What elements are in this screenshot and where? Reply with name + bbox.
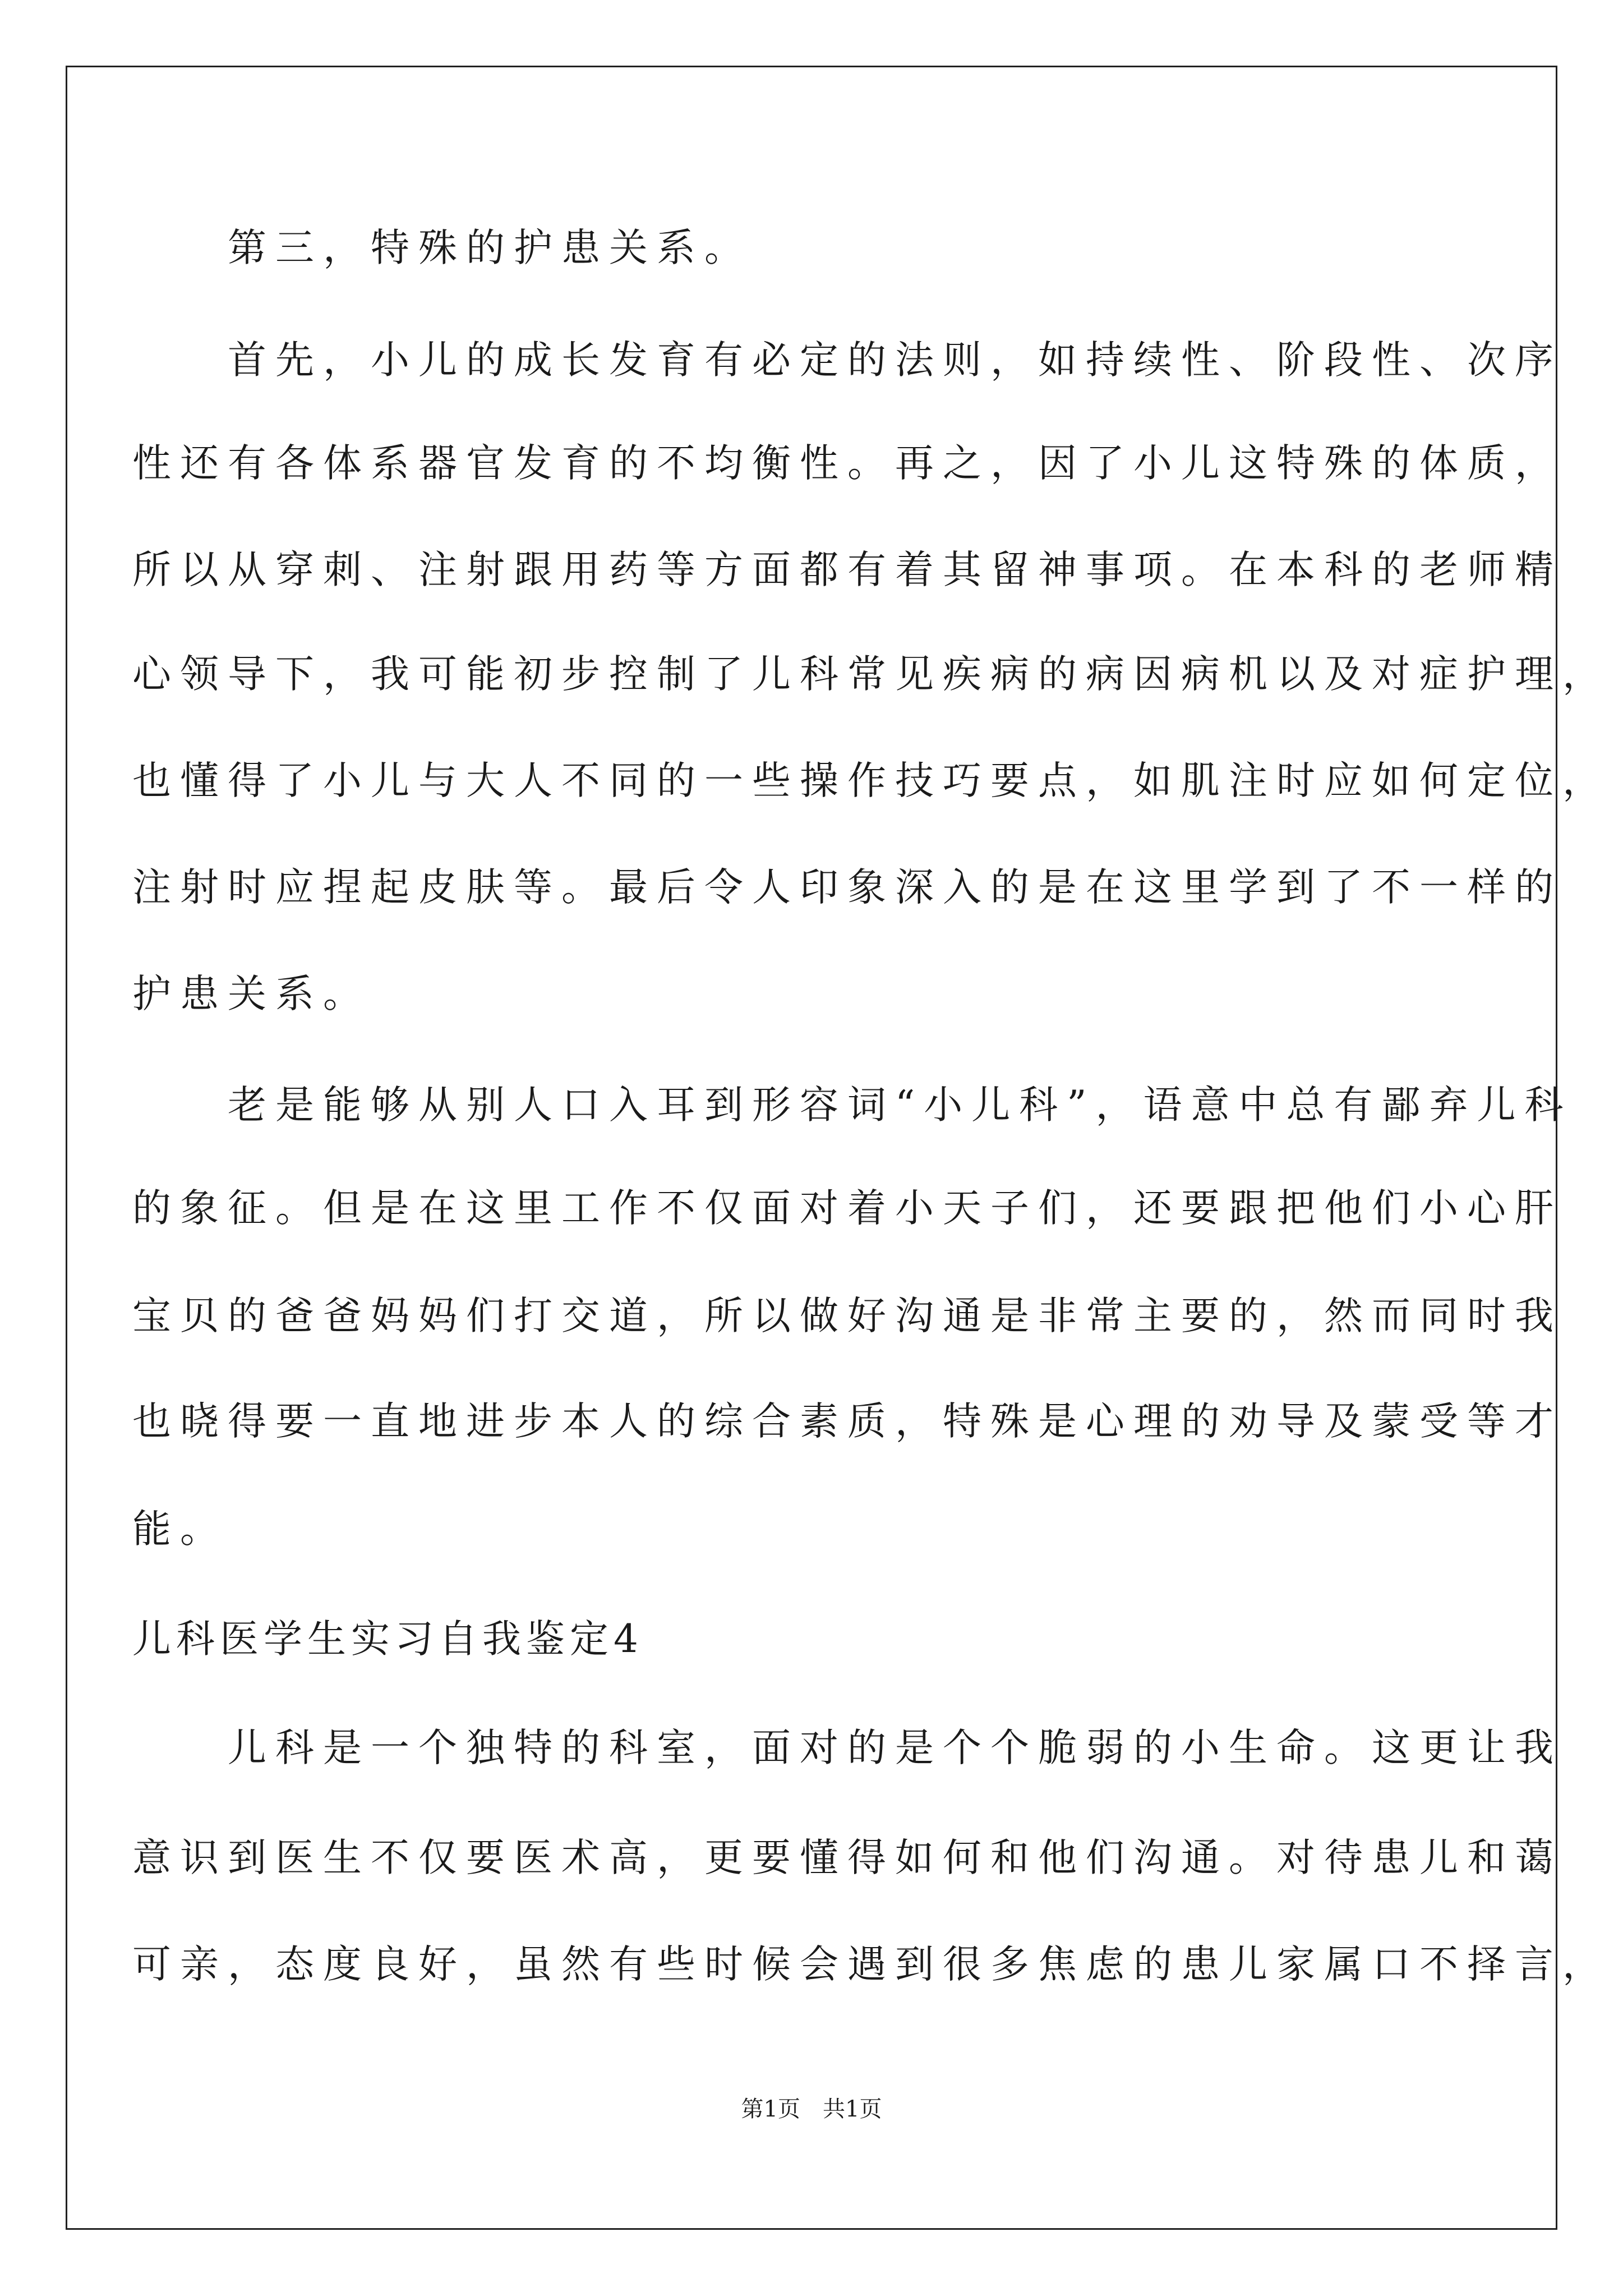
paragraph-line: 第三，特殊的护患关系。 — [132, 226, 752, 270]
section-heading: 儿科医学生实习自我鉴定4 — [132, 1617, 643, 1662]
paragraph-line: 儿科是一个独特的科室，面对的是个个脆弱的小生命。这更让我 — [132, 1726, 1562, 1770]
paragraph-line: 首先，小儿的成长发育有必定的法则，如持续性、阶段性、次序 — [132, 338, 1562, 383]
paragraph-line: 所以从穿刺、注射跟用药等方面都有着其留神事项。在本科的老师精 — [132, 547, 1562, 592]
page-number-footer: 第1页 共1页 — [741, 2096, 882, 2122]
paragraph-line: 注射时应捏起皮肤等。最后令人印象深入的是在这里学到了不一样的 — [132, 865, 1562, 910]
paragraph-line: 心领导下，我可能初步控制了儿科常见疾病的病因病机以及对症护理， — [132, 652, 1610, 697]
paragraph-line: 性还有各体系器官发育的不均衡性。再之，因了小儿这特殊的体质， — [132, 441, 1562, 486]
paragraph-line: 老是能够从别人口入耳到形容词“小儿科”，语意中总有鄙弃儿科 — [132, 1083, 1573, 1128]
paragraph-line: 可亲，态度良好，虽然有些时候会遇到很多焦虑的患儿家属口不择言， — [132, 1942, 1610, 1987]
paragraph-line: 也懂得了小儿与大人不同的一些操作技巧要点，如肌注时应如何定位， — [132, 758, 1610, 803]
paragraph-line: 意识到医生不仅要医术高，更要懂得如何和他们沟通。对待患儿和蔼 — [132, 1835, 1562, 1880]
paragraph-line: 的象征。但是在这里工作不仅面对着小天子们，还要跟把他们小心肝 — [132, 1186, 1562, 1231]
paragraph-line: 护患关系。 — [132, 972, 371, 1016]
page-border — [66, 66, 1610, 2230]
paragraph-line: 宝贝的爸爸妈妈们打交道，所以做好沟通是非常主要的，然而同时我 — [132, 1294, 1562, 1338]
paragraph-line: 能。 — [132, 1507, 228, 1552]
paragraph-line: 也晓得要一直地进步本人的综合素质，特殊是心理的劝导及蒙受等才 — [132, 1399, 1562, 1444]
